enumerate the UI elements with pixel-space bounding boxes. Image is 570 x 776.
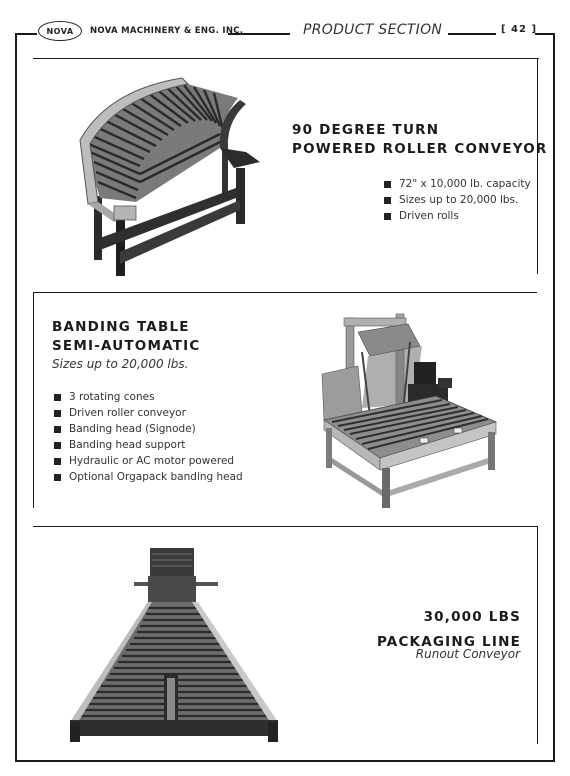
list-item xyxy=(54,389,243,405)
product3-right-rule xyxy=(537,526,538,744)
company-name: NOVA MACHINERY & ENG. INC. xyxy=(90,26,244,36)
bullet-square-icon xyxy=(54,458,61,465)
bullet-text: Driven rolls xyxy=(399,210,459,222)
list-item xyxy=(54,469,243,485)
logo-text: NOVA xyxy=(46,26,74,36)
frame-right xyxy=(553,33,555,761)
bullet-square-icon xyxy=(384,197,391,204)
bullet-square-icon xyxy=(384,213,391,220)
product3-title xyxy=(377,608,521,652)
frame-top-right xyxy=(448,33,496,35)
list-item xyxy=(54,405,243,421)
product3-title-line1: 30,000 LBS xyxy=(423,609,521,625)
bullet-square-icon xyxy=(384,181,391,188)
product1-title xyxy=(292,121,548,159)
list-item xyxy=(384,192,531,208)
product1-top-rule xyxy=(33,58,539,59)
product1-title-line2: POWERED ROLLER CONVEYOR xyxy=(292,141,548,157)
product2-left-rule xyxy=(33,292,34,508)
product2-title xyxy=(52,318,200,356)
product1-bullet-list xyxy=(384,176,531,224)
bullet-square-icon xyxy=(54,394,61,401)
bullet-square-icon xyxy=(54,410,61,417)
frame-left xyxy=(15,33,17,761)
product2-bullet-list xyxy=(54,389,243,485)
nova-logo xyxy=(38,21,82,41)
page-number: [ 42 ] xyxy=(501,24,538,35)
product1-conveyor-image xyxy=(70,70,275,280)
list-item xyxy=(384,208,531,224)
bullet-square-icon xyxy=(54,442,61,449)
bullet-text: Sizes up to 20,000 lbs. xyxy=(399,194,519,206)
list-item xyxy=(384,176,531,192)
list-item xyxy=(54,453,243,469)
section-title: PRODUCT SECTION xyxy=(303,22,443,38)
frame-bottom xyxy=(15,760,555,762)
product3-subtitle: Runout Conveyor xyxy=(415,647,520,661)
product3-title-line2: PACKAGING LINE xyxy=(376,634,521,650)
product2-title-line1: BANDING TABLE xyxy=(52,319,190,335)
bullet-text: Hydraulic or AC motor powered xyxy=(69,455,235,467)
product1-right-rule xyxy=(537,58,538,274)
bullet-text: Driven roller conveyor xyxy=(69,407,186,419)
bullet-text: 3 rotating cones xyxy=(69,391,155,403)
product2-title-line2: SEMI-AUTOMATIC xyxy=(52,338,201,354)
bullet-text: 72" x 10,000 lb. capacity xyxy=(399,178,531,190)
product1-title-line1: 90 DEGREE TURN xyxy=(292,122,440,138)
product2-top-rule xyxy=(33,292,537,293)
bullet-square-icon xyxy=(54,474,61,481)
bullet-square-icon xyxy=(54,426,61,433)
frame-top-end xyxy=(535,33,555,35)
product3-runout-conveyor-image xyxy=(64,546,284,746)
product3-top-rule xyxy=(33,526,538,527)
product2-banding-table-image xyxy=(318,312,500,512)
frame-top-left xyxy=(15,33,37,35)
product2-subtitle: Sizes up to 20,000 lbs. xyxy=(52,357,189,371)
list-item xyxy=(54,421,243,437)
bullet-text: Banding head support xyxy=(69,439,186,451)
bullet-text: Optional Orgapack banding head xyxy=(69,471,243,483)
bullet-text: Banding head (Signode) xyxy=(69,423,196,435)
list-item xyxy=(54,437,243,453)
